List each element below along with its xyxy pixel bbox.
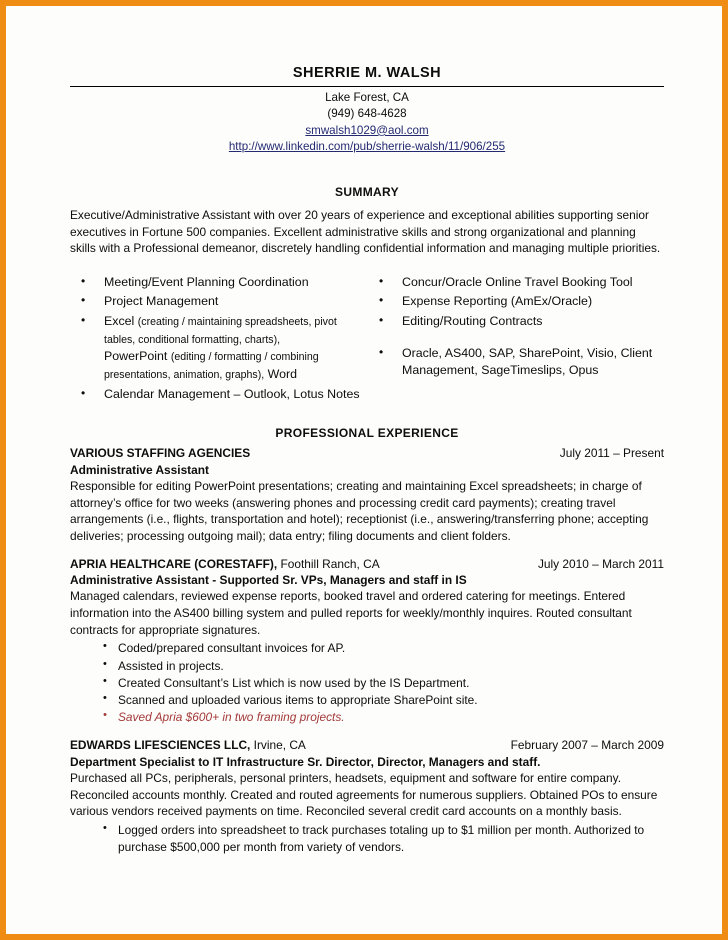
skill-label: Meeting/Event Planning Coordination	[104, 274, 309, 289]
job-bullet-highlight	[70, 709, 664, 726]
job-bullet	[70, 692, 664, 709]
job-bullet-text: Saved Apria $600+ in two framing projects.	[118, 709, 345, 724]
skill-item	[368, 345, 664, 380]
job-bullet-list	[70, 822, 664, 856]
skill-label: Editing/Routing Contracts	[402, 314, 543, 329]
employer-location: Foothill Ranch, CA	[277, 556, 380, 571]
job-bullet-list	[70, 640, 664, 726]
job-bullet-text: Scanned and uploaded various items to appropriate SharePoint site.	[118, 692, 478, 707]
skill-note-powerpoint: (editing / formatting / combining presentations, animation, graphs),	[104, 351, 319, 381]
job-title: Administrative Assistant - Supported Sr. VPs, Managers and staff in IS	[70, 573, 467, 587]
skill-label: Concur/Oracle Online Travel Booking Tool	[402, 274, 633, 289]
employer-name: APRIA HEALTHCARE (CORESTAFF),	[70, 556, 278, 571]
employer-name: EDWARDS LIFESCIENCES LLC,	[70, 738, 251, 753]
skills-list-left	[70, 274, 368, 403]
experience-heading: PROFESSIONAL EXPERIENCE	[275, 426, 459, 441]
skill-item	[70, 386, 368, 404]
skill-item	[368, 274, 664, 292]
employment-dates: July 2010 – March 2011	[537, 556, 664, 571]
experience-entry	[70, 445, 664, 544]
employer-line	[70, 737, 306, 753]
header-divider	[70, 86, 664, 87]
job-title: Administrative Assistant	[70, 462, 209, 477]
job-bullet	[70, 658, 664, 675]
skill-app-word: Word	[267, 366, 298, 381]
linkedin-link[interactable]: http://www.linkedin.com/pub/sherrie-walsh/11/906/255	[228, 140, 506, 154]
candidate-name: SHERRIE M. WALSH	[292, 65, 442, 81]
experience-entry-header	[70, 556, 664, 572]
employer-line	[70, 445, 250, 461]
job-bullet-text: Coded/prepared consultant invoices for AP.	[118, 641, 346, 656]
skill-item	[368, 293, 664, 311]
skill-label: Calendar Management – Outlook, Lotus Notes	[104, 386, 360, 401]
email-link[interactable]: smwalsh1029@aol.com	[305, 123, 429, 137]
job-bullet	[70, 640, 664, 657]
resume-header	[70, 64, 664, 156]
resume-content	[70, 64, 664, 856]
resume-page	[6, 6, 722, 934]
skills-column-right	[368, 274, 664, 405]
skill-item	[70, 274, 368, 292]
employment-dates: July 2011 – Present	[559, 446, 664, 461]
job-description: Managed calendars, reviewed expense reports, booked travel and ordered catering for meetings. Entered information into the AS400 billing system and pulled reports for weekly/monthly inquires. Routed consultant contracts for appropriate signatures.	[70, 589, 632, 637]
employer-name: VARIOUS STAFFING AGENCIES	[70, 446, 251, 461]
experience-list	[70, 445, 664, 856]
job-bullet-text: Created Consultant’s List which is now used by the IS Department.	[118, 675, 470, 690]
skill-label: Expense Reporting (AmEx/Oracle)	[402, 294, 593, 309]
candidate-linkedin-line	[70, 139, 664, 156]
skill-note-excel: (creating / maintaining spreadsheets, pivot tables, conditional formatting, charts),	[104, 316, 337, 346]
job-bullet-text: Logged orders into spreadsheet to track purchases totaling up to $1 million per month. Authorized to purchase $500,000 per month from variety of vendors.	[118, 822, 645, 855]
job-bullet	[70, 675, 664, 692]
experience-entry-header	[70, 445, 664, 461]
experience-entry	[70, 556, 664, 727]
candidate-email-line	[70, 123, 664, 140]
skills-section	[70, 274, 664, 405]
employment-dates: February 2007 – March 2009	[510, 738, 664, 753]
experience-entry-header	[70, 737, 664, 753]
skill-label: Project Management	[104, 294, 219, 309]
job-description: Purchased all PCs, peripherals, personal printers, headsets, equipment and software for entire company. Reconciled accounts monthly. Created and routed agreements for numerous suppliers. Obtained POs to ensure various vendors received payments on time. Reconciled several credit card accounts on a monthly basis.	[70, 770, 658, 819]
skill-item-software	[70, 313, 368, 383]
skill-item	[368, 313, 664, 331]
employer-location: Irvine, CA	[250, 738, 306, 753]
skill-label: Oracle, AS400, SAP, SharePoint, Visio, Client Management, SageTimeslips, Opus	[402, 345, 653, 378]
job-bullet	[70, 822, 664, 856]
skill-app-powerpoint: PowerPoint	[104, 349, 168, 364]
candidate-location: Lake Forest, CA	[325, 90, 409, 104]
summary-body: Executive/Administrative Assistant with over 20 years of experience and exceptional abilities supporting senior executives in Fortune 500 companies. Excellent administrative skills and strong organizational and planning skills with a Professional demeanor, discretely handling confidential information and managing multiple priorities.	[70, 207, 661, 256]
experience-entry	[70, 737, 664, 856]
employer-line	[70, 556, 380, 572]
skill-app-excel: Excel	[104, 314, 135, 329]
job-description: Responsible for editing PowerPoint presentations; creating and maintaining Excel spreadsheets; in charge of attorney’s office for two weeks (answering phones and processing credit card payments); creating travel arrangements (i.e., flights, transportation and hotel); receptionist (i.e., answering/transferring phone; accepting deliveries; processing outgoing mail); data entry; filing documents and client folders.	[70, 478, 649, 543]
summary-heading: SUMMARY	[334, 184, 399, 199]
job-title: Department Specialist to IT Infrastructure Sr. Director, Director, Managers and staff.	[70, 754, 541, 769]
skills-list-right	[368, 274, 664, 380]
candidate-phone: (949) 648-4628	[327, 107, 407, 121]
skills-column-left	[70, 274, 368, 405]
job-bullet-text: Assisted in projects.	[118, 658, 224, 673]
skill-item	[70, 293, 368, 311]
